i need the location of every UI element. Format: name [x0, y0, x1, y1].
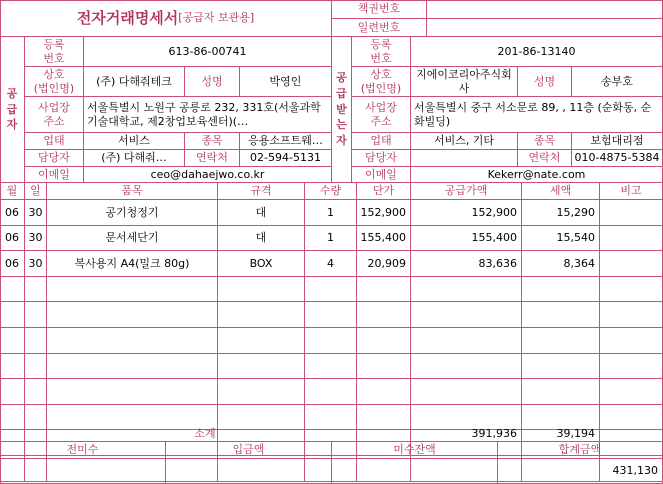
- item-tax: [522, 354, 600, 379]
- serial-no-label: 일련번호: [332, 19, 427, 37]
- supplier-reg-no-label: 등록 번호: [25, 37, 84, 67]
- item-spec: [218, 328, 305, 354]
- supplier-company: (주) 다해줘테크: [84, 67, 185, 97]
- item-item: [47, 277, 218, 302]
- receiver-reg-no: 201-86-13140: [411, 37, 663, 67]
- item-item: 문서세단기: [47, 226, 218, 251]
- item-day: [25, 302, 47, 328]
- item-note: [600, 277, 663, 302]
- supplier-address: 서울특별시 노원구 공릉로 232, 331호(서울과학기술대학교, 제2창업보육센터)(…: [84, 97, 332, 133]
- header-day: 일: [25, 183, 47, 200]
- supplier-reg-no: 613-86-00741: [84, 37, 332, 67]
- item-supply: [411, 354, 522, 379]
- book-no-value: [427, 0, 663, 19]
- serial-no-value: [427, 19, 663, 37]
- supplier-contact: (주) 다해줘…: [84, 150, 185, 167]
- receiver-ceo-label: 성명: [518, 67, 572, 97]
- receiver-business-item: 보험대리점: [572, 133, 663, 150]
- item-tax: [522, 328, 600, 354]
- vertical-label-char: 자: [6, 118, 18, 132]
- supplier-phone: 02-594-5131: [240, 150, 332, 167]
- subtotal-tax: 39,194: [522, 426, 600, 442]
- item-note: [600, 226, 663, 251]
- item-note: [600, 200, 663, 226]
- item-unit_price: [357, 379, 411, 405]
- footer-deposit: [166, 459, 332, 484]
- footer-balance-label: 미수잔액: [332, 442, 498, 459]
- receiver-phone-label: 연락처: [518, 150, 572, 167]
- vertical-label-char: 자: [336, 134, 347, 148]
- item-item: [47, 379, 218, 405]
- title-text: 전자거래명세서: [76, 9, 179, 27]
- footer-prev_balance: [0, 459, 166, 484]
- item-month: [0, 328, 25, 354]
- item-unit_price: 152,900: [357, 200, 411, 226]
- item-unit_price: [357, 354, 411, 379]
- supplier-email: ceo@dahaejwo.co.kr: [84, 167, 332, 183]
- item-month: 06: [0, 200, 25, 226]
- item-note: [600, 302, 663, 328]
- item-supply: 83,636: [411, 251, 522, 277]
- item-spec: [218, 354, 305, 379]
- item-spec: 대: [218, 226, 305, 251]
- supplier-email-label: 이메일: [25, 167, 84, 183]
- item-item: [47, 328, 218, 354]
- vertical-label-char: 공: [6, 86, 18, 100]
- supplier-vertical-label: [0, 37, 25, 183]
- supplier-business-item-label: 종목: [185, 133, 240, 150]
- item-qty: [305, 277, 357, 302]
- item-note: [600, 251, 663, 277]
- header-unit_price: 단가: [357, 183, 411, 200]
- item-month: [0, 277, 25, 302]
- item-qty: [305, 328, 357, 354]
- item-spec: [218, 302, 305, 328]
- supplier-contact-label: 담당자: [25, 150, 84, 167]
- item-supply: [411, 277, 522, 302]
- vertical-label-char: 급: [336, 86, 347, 100]
- item-tax: 8,364: [522, 251, 600, 277]
- supplier-business-type-label: 업태: [25, 133, 84, 150]
- item-month: 06: [0, 251, 25, 277]
- header-tax: 세액: [522, 183, 600, 200]
- receiver-ceo: 송부호: [572, 67, 663, 97]
- vertical-label-char: 급: [6, 102, 18, 116]
- item-qty: [305, 302, 357, 328]
- header-month: 월: [0, 183, 25, 200]
- item-month: [0, 379, 25, 405]
- item-supply: 152,900: [411, 200, 522, 226]
- item-tax: [522, 277, 600, 302]
- subtotal-label: 소계: [0, 426, 411, 442]
- item-day: [25, 379, 47, 405]
- subtotal-note: [600, 426, 663, 442]
- item-note: [600, 328, 663, 354]
- supplier-company-label: 상호 (법인명): [25, 67, 84, 97]
- item-item: [47, 302, 218, 328]
- item-month: [0, 354, 25, 379]
- footer-total-label: 합계금액: [498, 442, 663, 459]
- item-month: [0, 302, 25, 328]
- header-supply: 공급가액: [411, 183, 522, 200]
- header-spec: 규격: [218, 183, 305, 200]
- receiver-business-type: 서비스, 기타: [411, 133, 518, 150]
- item-qty: [305, 354, 357, 379]
- footer-total: 431,130: [498, 459, 663, 484]
- item-day: [25, 354, 47, 379]
- item-supply: [411, 328, 522, 354]
- header-item: 품목: [47, 183, 218, 200]
- supplier-ceo-label: 성명: [185, 67, 240, 97]
- item-note: [600, 379, 663, 405]
- subtotal-supply: 391,936: [411, 426, 522, 442]
- supplier-business-type: 서비스: [84, 133, 185, 150]
- item-qty: [305, 379, 357, 405]
- receiver-address-label: 사업장 주소: [352, 97, 411, 133]
- item-unit_price: 155,400: [357, 226, 411, 251]
- item-unit_price: 20,909: [357, 251, 411, 277]
- item-tax: [522, 379, 600, 405]
- item-day: 30: [25, 226, 47, 251]
- item-day: [25, 277, 47, 302]
- footer-prev_balance-label: 전미수: [0, 442, 166, 459]
- item-supply: 155,400: [411, 226, 522, 251]
- header-note: 비고: [600, 183, 663, 200]
- header-qty: 수량: [305, 183, 357, 200]
- item-unit_price: [357, 277, 411, 302]
- item-spec: BOX: [218, 251, 305, 277]
- item-day: 30: [25, 200, 47, 226]
- document-title: [0, 0, 332, 37]
- book-no-label: 책권번호: [332, 0, 427, 19]
- vertical-label-char: 받: [336, 102, 347, 116]
- supplier-phone-label: 연락처: [185, 150, 240, 167]
- receiver-vertical-label: [332, 37, 352, 183]
- item-tax: 15,290: [522, 200, 600, 226]
- vertical-label-char: 는: [336, 118, 347, 132]
- receiver-company: 지에이코리아주식회사: [411, 67, 518, 97]
- receiver-address: 서울특별시 중구 서소문로 89, , 11층 (순화동, 순화빌딩): [411, 97, 663, 133]
- receiver-contact: [411, 150, 518, 167]
- item-qty: 4: [305, 251, 357, 277]
- receiver-reg-no-label: 등록 번호: [352, 37, 411, 67]
- receiver-phone: 010-4875-5384: [572, 150, 663, 167]
- item-spec: [218, 379, 305, 405]
- supplier-address-label: 사업장 주소: [25, 97, 84, 133]
- footer-balance: [332, 459, 498, 484]
- item-note: [600, 354, 663, 379]
- item-qty: 1: [305, 226, 357, 251]
- item-qty: 1: [305, 200, 357, 226]
- item-day: 30: [25, 251, 47, 277]
- item-spec: [218, 277, 305, 302]
- item-supply: [411, 379, 522, 405]
- item-unit_price: [357, 302, 411, 328]
- receiver-contact-label: 담당자: [352, 150, 411, 167]
- receiver-email-label: 이메일: [352, 167, 411, 183]
- title-subtitle: [공급자 보관용]: [178, 11, 255, 25]
- receiver-email: Kekerr@nate.com: [411, 167, 663, 183]
- vertical-label-char: 공: [336, 70, 347, 84]
- item-item: 복사용지 A4(밀크 80g): [47, 251, 218, 277]
- receiver-business-item-label: 종목: [518, 133, 572, 150]
- item-month: 06: [0, 226, 25, 251]
- item-tax: [522, 302, 600, 328]
- footer-deposit-label: 입금액: [166, 442, 332, 459]
- receiver-company-label: 상호 (법인명): [352, 67, 411, 97]
- receiver-business-type-label: 업태: [352, 133, 411, 150]
- item-tax: 15,540: [522, 226, 600, 251]
- supplier-ceo: 박영인: [240, 67, 332, 97]
- item-supply: [411, 302, 522, 328]
- item-unit_price: [357, 328, 411, 354]
- item-item: [47, 354, 218, 379]
- item-item: 공기청정기: [47, 200, 218, 226]
- supplier-business-item: 응용소프트웨…: [240, 133, 332, 150]
- item-day: [25, 328, 47, 354]
- item-spec: 대: [218, 200, 305, 226]
